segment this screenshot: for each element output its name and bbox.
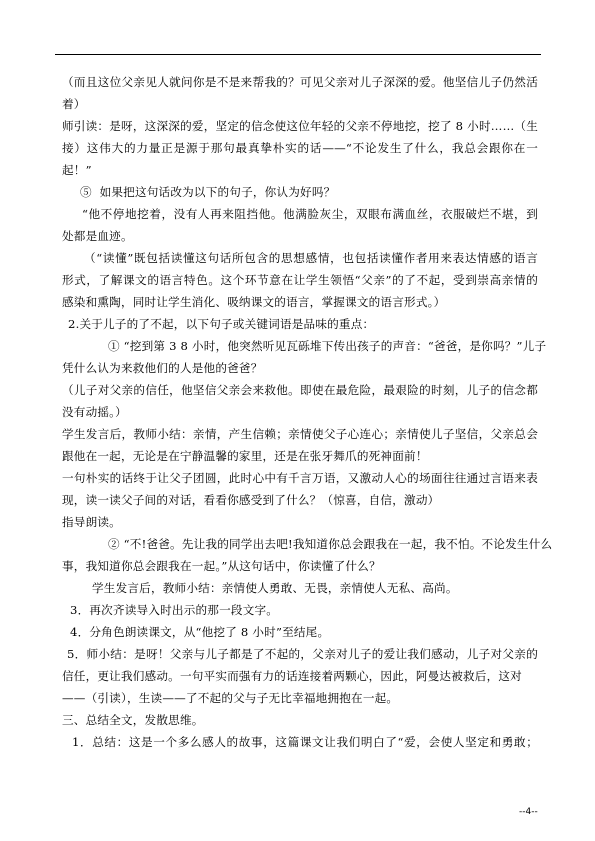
text-line: ——（引读），生读——了不起的父与子无比幸福地拥抱在一起。: [62, 691, 399, 705]
text-line: 师引读：是呀，这深深的爱，坚定的信念使这位年轻的父亲不停地挖，挖了 8 小时……（生: [62, 119, 538, 133]
text-line: 现，读一读父子间的对话，看看你感受到了什么？（惊喜，自信，激动）: [62, 493, 440, 507]
text-line: 接）这伟大的力量正是源于那句最真挚朴实的话——“不论发生了什么，我总会跟你在一: [62, 141, 538, 155]
note-line: 形式，了解课文的语言特色。这个环节意在让学生领悟“父亲”的了不起，受到崇高亲情的: [62, 273, 538, 287]
text-line: 学生发言后，教师小结：亲情使人勇敢、无畏，亲情使人无私、高尚。: [92, 581, 458, 595]
text-line: 事，我知道你总会跟我在一起。”从这句话中，你读懂了什么？: [62, 559, 381, 573]
quoted-text-line: “他不停地挖着，没有人再来阻挡他。他满脸灰尘，双眼布满血丝，衣服破烂不堪，到: [82, 207, 538, 221]
numbered-sentence: ② “不!爸爸。先让我的同学出去吧!我知道你总会跟我在一起，我不怕。不论发生什么: [108, 537, 553, 551]
note-line: （“读懂”既包括读懂这句话所包含的思想感情，也包括读懂作者用来表达情感的语言: [84, 251, 538, 265]
note-line: （儿子对父亲的信任，他坚信父亲会来救他。即使在最危险，最艰险的时刻，儿子的信念都: [62, 383, 538, 397]
text-line: 凭什么认为来救他们的人是他的爸爸？: [62, 361, 263, 375]
list-item: 1．总结：这是一个多么感人的故事，这篇课文让我们明白了“爱，会使人坚定和勇敢；: [72, 735, 538, 749]
text-line: 跟他在一起，无论是在宁静温馨的家里，还是在张牙舞爪的死神面前！: [62, 449, 428, 463]
note-line: 没有动摇。）: [62, 405, 127, 419]
list-item: 4．分角色朗读课文，从“他挖了 8 小时”至结尾。: [70, 625, 330, 639]
note-line: 感染和熏陶，同时让学生消化、吸纳课文的语言，掌握课文的语言形式。）: [62, 295, 446, 309]
text-line: 一句朴实的话终于让父子团圆，此时心中有千言万语，又激动人心的场面往往通过言语来表: [62, 471, 538, 485]
list-item-heading: 2.关于儿子的了不起，以下句子或关键词语是品味的重点：: [68, 317, 375, 331]
text-line: 学生发言后，教师小结：亲情，产生信赖；亲情使父子心连心；亲情使儿子坚信，父亲总会: [62, 427, 538, 441]
list-item: 5．师小结：是呀！父亲与儿子都是了不起的，父亲对儿子的爱让我们感动，儿子对父亲的: [67, 647, 538, 661]
text-line: 处都是血迹。: [62, 229, 133, 243]
numbered-sentence: ① “挖到第 3 8 小时，他突然听见瓦砾堆下传出孩子的声音：“爸爸，是你吗？”儿子: [108, 339, 547, 353]
header-rule: [55, 54, 541, 55]
text-line: （而且这位父亲见人就问你是不是来帮我的？可见父亲对儿子深深的爱。他坚信儿子仍然活: [62, 75, 538, 89]
text-line: 信任，更让我们感动。一句平实而强有力的话连接着两颗心，因此，阿曼达被救后，这对: [62, 669, 522, 683]
section-heading: 三、总结全文，发散思维。: [62, 713, 204, 727]
document-body: [62, 71, 553, 753]
text-line: 指导朗读。: [62, 515, 121, 529]
text-line: 起！”: [62, 163, 92, 177]
list-item: 3．再次齐读导入时出示的那一段文字。: [70, 603, 279, 617]
text-line: 着）: [62, 97, 86, 111]
page-number: --4--: [519, 807, 538, 817]
question-item: ⑤ 如果把这句话改为以下的句子，你认为好吗？: [80, 185, 336, 199]
